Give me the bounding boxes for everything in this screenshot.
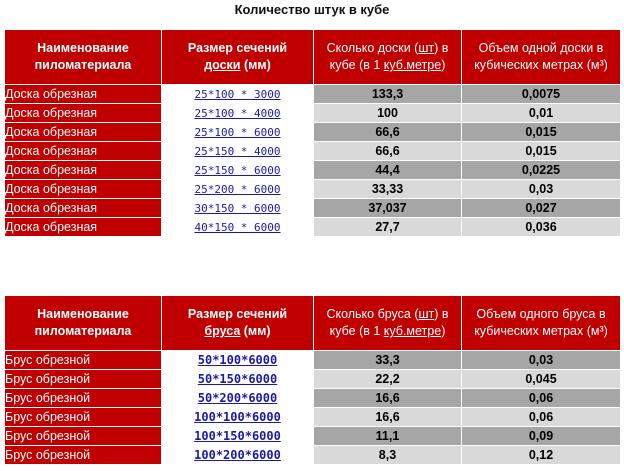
header-count-unit: шт bbox=[418, 41, 435, 55]
header-size-label: Размер сечений bbox=[187, 307, 288, 321]
section-size-link[interactable]: 50*100*6000 bbox=[197, 353, 278, 367]
material-name-cell: Доска обрезная bbox=[5, 104, 162, 123]
unit-volume-cell: 0,0075 bbox=[462, 85, 621, 104]
unit-volume-cell: 0,03 bbox=[462, 180, 621, 199]
unit-volume-cell: 0,015 bbox=[462, 123, 621, 142]
count-per-cube-cell: 22,2 bbox=[314, 370, 462, 389]
section-size-link[interactable]: 25*200 * 6000 bbox=[194, 182, 281, 196]
section-size-link[interactable]: 100*100*6000 bbox=[194, 410, 281, 424]
material-name-cell: Брус обрезной bbox=[5, 389, 162, 408]
section-size-cell bbox=[162, 142, 314, 161]
count-per-cube-cell: 11,1 bbox=[314, 427, 462, 446]
table-row bbox=[5, 427, 621, 446]
count-per-cube-cell: 37,037 bbox=[314, 199, 462, 218]
table-row bbox=[5, 123, 621, 142]
section-size-cell bbox=[162, 180, 314, 199]
count-per-cube-cell: 27,7 bbox=[314, 218, 462, 237]
beams-table bbox=[4, 295, 621, 465]
header-count-pre: Сколько доски ( bbox=[326, 41, 419, 55]
count-per-cube-cell: 33,3 bbox=[314, 351, 462, 370]
table-row bbox=[5, 408, 621, 427]
unit-volume-cell: 0,03 bbox=[462, 351, 621, 370]
header-size-label: Размер сечений bbox=[187, 41, 288, 55]
page-title: Количество штук в кубе bbox=[234, 2, 390, 17]
unit-volume-cell: 0,01 bbox=[462, 104, 621, 123]
unit-volume-cell: 0,06 bbox=[462, 408, 621, 427]
unit-volume-cell: 0,12 bbox=[462, 446, 621, 465]
boards-table bbox=[4, 29, 621, 237]
count-per-cube-cell: 66,6 bbox=[314, 142, 462, 161]
section-size-cell bbox=[162, 408, 314, 427]
table-row bbox=[5, 370, 621, 389]
header-count-mid: ) в кубе (в 1 bbox=[329, 307, 449, 338]
unit-volume-cell: 0,015 bbox=[462, 142, 621, 161]
header-count-unit2: куб.метре bbox=[383, 324, 442, 338]
section-size-link[interactable]: 25*150 * 4000 bbox=[194, 144, 281, 158]
material-name-cell: Доска обрезная bbox=[5, 142, 162, 161]
material-name-cell: Доска обрезная bbox=[5, 123, 162, 142]
material-name-cell: Доска обрезная bbox=[5, 218, 162, 237]
section-size-link[interactable]: 25*100 * 3000 bbox=[194, 87, 281, 101]
section-size-link[interactable]: 40*150 * 6000 bbox=[194, 220, 281, 234]
header-unit-volume: Объем одного бруса в кубических метрах (м³) bbox=[462, 296, 621, 351]
header-count-pre: Сколько бруса ( bbox=[326, 307, 419, 321]
material-name-cell: Доска обрезная bbox=[5, 199, 162, 218]
section-size-cell bbox=[162, 389, 314, 408]
header-count-per-cube bbox=[314, 30, 462, 85]
section-size-cell bbox=[162, 218, 314, 237]
table-row bbox=[5, 142, 621, 161]
section-size-link[interactable]: 25*100 * 4000 bbox=[194, 106, 281, 120]
table-row bbox=[5, 218, 621, 237]
section-size-link[interactable]: 50*150*6000 bbox=[197, 372, 278, 386]
table-row bbox=[5, 199, 621, 218]
material-name-cell: Доска обрезная bbox=[5, 180, 162, 199]
count-per-cube-cell: 33,33 bbox=[314, 180, 462, 199]
unit-volume-cell: 0,027 bbox=[462, 199, 621, 218]
table-row bbox=[5, 85, 621, 104]
section-size-link[interactable]: 100*200*6000 bbox=[194, 448, 281, 462]
count-per-cube-cell: 16,6 bbox=[314, 408, 462, 427]
header-unit-volume: Объем одной доски в кубических метрах (м³) bbox=[462, 30, 621, 85]
unit-volume-cell: 0,045 bbox=[462, 370, 621, 389]
section-size-link[interactable]: 30*150 * 6000 bbox=[194, 201, 281, 215]
header-section-size bbox=[162, 30, 314, 85]
section-size-cell bbox=[162, 199, 314, 218]
table-row bbox=[5, 104, 621, 123]
header-material-name: Наименование пиломатериала bbox=[5, 30, 162, 85]
material-name-cell: Доска обрезная bbox=[5, 85, 162, 104]
header-count-unit2: куб.метре bbox=[383, 58, 442, 72]
section-size-link[interactable]: 25*100 * 6000 bbox=[194, 125, 281, 139]
count-per-cube-cell: 133,3 bbox=[314, 85, 462, 104]
table-row bbox=[5, 180, 621, 199]
unit-volume-cell: 0,09 bbox=[462, 427, 621, 446]
section-size-cell bbox=[162, 104, 314, 123]
count-per-cube-cell: 16,6 bbox=[314, 389, 462, 408]
section-size-cell bbox=[162, 85, 314, 104]
unit-volume-cell: 0,036 bbox=[462, 218, 621, 237]
table-row bbox=[5, 161, 621, 180]
section-size-cell bbox=[162, 446, 314, 465]
header-count-post: ) bbox=[441, 58, 446, 72]
material-name-cell: Доска обрезная bbox=[5, 161, 162, 180]
section-size-cell bbox=[162, 370, 314, 389]
header-section-size bbox=[162, 296, 314, 351]
section-size-link[interactable]: 50*200*6000 bbox=[197, 391, 278, 405]
section-size-cell bbox=[162, 427, 314, 446]
count-per-cube-cell: 100 bbox=[314, 104, 462, 123]
header-size-link[interactable]: доски bbox=[204, 58, 241, 72]
section-size-cell bbox=[162, 123, 314, 142]
material-name-cell: Брус обрезной bbox=[5, 408, 162, 427]
table-row bbox=[5, 446, 621, 465]
count-per-cube-cell: 44,4 bbox=[314, 161, 462, 180]
table-row bbox=[5, 351, 621, 370]
header-size-link[interactable]: бруса bbox=[204, 324, 241, 338]
material-name-cell: Брус обрезной bbox=[5, 446, 162, 465]
section-size-link[interactable]: 25*150 * 6000 bbox=[194, 163, 281, 177]
material-name-cell: Брус обрезной bbox=[5, 370, 162, 389]
header-count-per-cube bbox=[314, 296, 462, 351]
header-count-mid: ) в кубе (в 1 bbox=[329, 41, 449, 72]
material-name-cell: Брус обрезной bbox=[5, 351, 162, 370]
header-size-unit: (мм) bbox=[240, 324, 271, 338]
count-per-cube-cell: 66,6 bbox=[314, 123, 462, 142]
unit-volume-cell: 0,0225 bbox=[462, 161, 621, 180]
material-name-cell: Брус обрезной bbox=[5, 427, 162, 446]
header-material-name: Наименование пиломатериала bbox=[5, 296, 162, 351]
section-size-link[interactable]: 100*150*6000 bbox=[194, 429, 281, 443]
section-size-cell bbox=[162, 161, 314, 180]
section-size-cell bbox=[162, 351, 314, 370]
unit-volume-cell: 0,06 bbox=[462, 389, 621, 408]
header-count-post: ) bbox=[441, 324, 446, 338]
count-per-cube-cell: 8,3 bbox=[314, 446, 462, 465]
header-count-unit: шт bbox=[418, 307, 435, 321]
table-row bbox=[5, 389, 621, 408]
header-size-unit: (мм) bbox=[240, 58, 271, 72]
